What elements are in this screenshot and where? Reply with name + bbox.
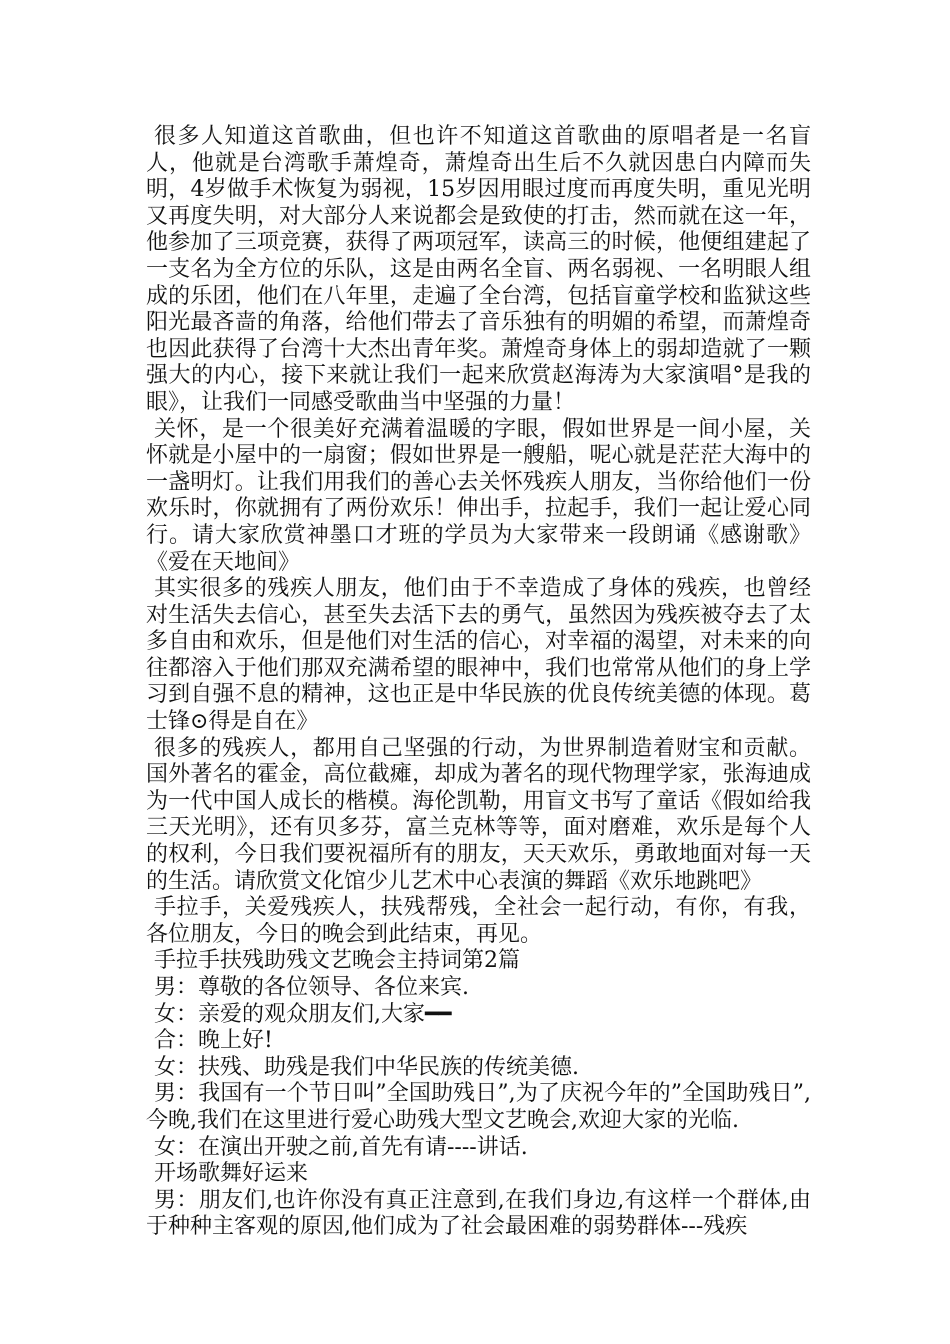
dialogue-paragraph: 男：我国有一个节日叫”全国助残日”,为了庆祝今年的”全国助残日”,今晚,我们在这里进行爱心助残大型文艺晚会,欢迎大家的光临.	[146, 1081, 811, 1133]
section-heading: 手拉手扶残助残文艺晚会主持词第2篇	[154, 948, 520, 974]
paragraph-xiao-huangqi: 很多人知道这首歌曲，但也许不知道这首歌曲的原唱者是一名盲人，他就是台湾歌手萧煌奇，萧煌奇出生后不久就因患白内障而失明，4岁做手术恢复为弱视，15岁因用眼过度而再度失明，重见光明又再度失明，对大部分人来说都会是致使的打击，然而就在这一年，他参加了三项竞赛，获得了两项冠军，读高三的时候，他便组建起了一支名为全方位的乐队，这是由两名全盲、两名弱视、一名明眼人组成的乐团，他们在八年里，走遍了全台湾，包括盲童学校和监狱这些阳光最吝啬的角落，给他们带去了音乐独有的明媚的希望，而萧煌奇也因此获得了台湾十大杰出青年奖。萧煌奇身体上的弱却造就了一颗强大的内心，接下来就让我们一起来欣赏赵海涛为大家演唱°是我的眼》，让我们一同感受歌曲当中坚强的力量！	[146, 124, 811, 415]
paragraph-role-models: 很多的残疾人，都用自己坚强的行动，为世界制造着财宝和贡献。国外著名的霍金，高位截瘫，却成为著名的现代物理学家，张海迪成为一代中国人成长的楷模。海伦凯勒，用盲文书写了童话《假如给我三天光明》，还有贝多芬，富兰克林等等，面对磨难，欢乐是每个人的权利，今日我们要祝福所有的朋友，天天欢乐，勇敢地面对每一天的生活。请欣赏文化馆少儿艺术中心表演的舞蹈《欢乐地跳吧》	[146, 735, 811, 894]
closing-paragraph: 男：朋友们,也许你没有真正注意到,在我们身边,有这样一个群体,由于种种主客观的原因,他们成为了社会最困难的弱势群体---残疾	[146, 1187, 811, 1240]
dialogue-line: 男：尊敬的各位领导、各位来宾.	[154, 975, 469, 1000]
dialogue-line: 女：在演出开驶之前,首先有请----讲话.	[154, 1134, 528, 1160]
document-body	[146, 124, 811, 1241]
dialogue-line: 合：晚上好!	[154, 1028, 273, 1054]
dialogue-line: 女：扶残、助残是我们中华民族的传统美德.	[154, 1054, 579, 1080]
paragraph-disabled-friends: 其实很多的残疾人朋友，他们由于不幸造成了身体的残疾，也曾经对生活失去信心，甚至失去活下去的勇气，虽然因为残疾被夺去了太多自由和欢乐，但是他们对生活的信心，对幸福的渴望，对未来的向往都溶入于他们那双充满希望的眼神中，我们也常常从他们的身上学习到自强不息的精神，这也正是中华民族的优良传统美德的体现。葛士锋⊙得是自在》	[146, 576, 811, 735]
program-item: 开场歌舞好运来	[154, 1161, 309, 1187]
paragraph-care: 关怀，是一个很美好充满着温暖的字眼，假如世界是一间小屋，关怀就是小屋中的一扇窗；假如世界是一艘船，呢心就是茫茫大海中的一盏明灯。让我们用我们的善心去关怀残疾人朋友，当你给他们一份欢乐时，你就拥有了两份欢乐！伸出手，拉起手，我们一起让爱心同行。请大家欣赏神墨口才班的学员为大家带来一段朗诵《感谢歌》《爱在天地间》	[146, 416, 811, 575]
paragraph-farewell: 手拉手，关爱残疾人，扶残帮残，全社会一起行动，有你，有我，各位朋友，今日的晚会到此结束，再见。	[146, 895, 811, 947]
dialogue-line: 女：亲爱的观众朋友们,大家━━	[154, 1001, 452, 1027]
